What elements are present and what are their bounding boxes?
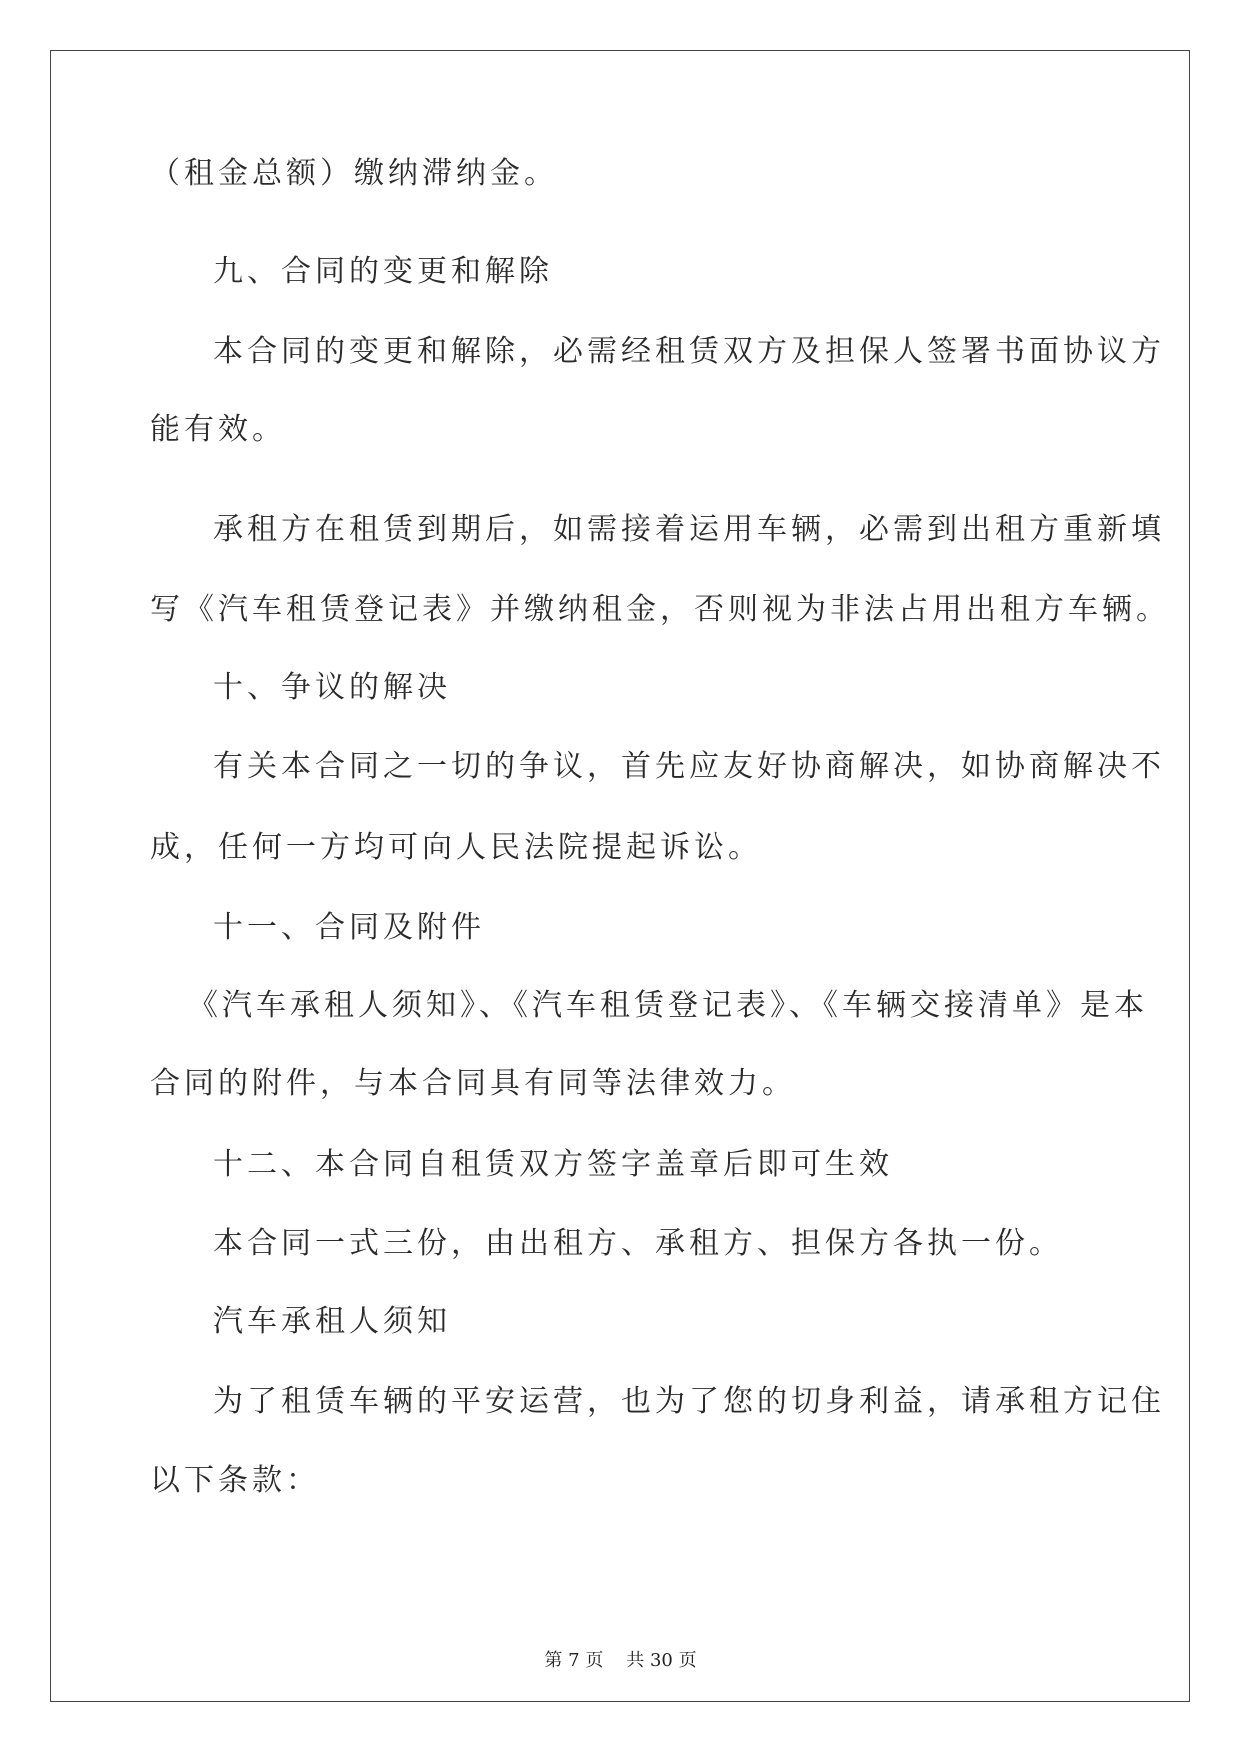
page-number: 第 7 页 (544, 1650, 604, 1671)
text-line-14: 本合同一式三份，由出租方、承租方、担保方各执一份。 (213, 1226, 1063, 1261)
page-footer (0, 1646, 1241, 1672)
text-line-12: 合同的附件，与本合同具有同等法律效力。 (150, 1066, 796, 1101)
section-heading-9: 九、合同的变更和解除 (213, 254, 553, 289)
text-line-5: 承租方在租赁到期后，如需接着运用车辆，必需到出租方重新填 (213, 512, 1165, 547)
text-line-4: 能有效。 (150, 412, 286, 447)
text-line-8: 有关本合同之一切的争议，首先应友好协商解决，如协商解决不 (213, 749, 1165, 784)
text-line-11: 《汽车承租人须知》、《汽车租赁登记表》、《车辆交接清单》是本 (188, 988, 1148, 1023)
section-heading-notice: 汽车承租人须知 (213, 1304, 451, 1339)
section-heading-10: 十、争议的解决 (213, 670, 451, 705)
text-line-16: 为了租赁车辆的平安运营，也为了您的切身利益，请承租方记住 (213, 1384, 1165, 1419)
text-line-3: 本合同的变更和解除，必需经租赁双方及担保人签署书面协议方 (213, 334, 1165, 369)
text-line-17: 以下条款： (150, 1463, 320, 1498)
text-line-6: 写《汽车租赁登记表》并缴纳租金，否则视为非法占用出租方车辆。 (150, 592, 1170, 627)
section-heading-11: 十一、合同及附件 (213, 910, 485, 945)
text-line-1: （租金总额）缴纳滞纳金。 (150, 156, 558, 191)
section-heading-12: 十二、本合同自租赁双方签字盖章后即可生效 (213, 1147, 893, 1182)
page-border (50, 50, 1190, 1702)
text-line-9: 成，任何一方均可向人民法院提起诉讼。 (150, 830, 762, 865)
page-total: 共 30 页 (626, 1650, 697, 1671)
